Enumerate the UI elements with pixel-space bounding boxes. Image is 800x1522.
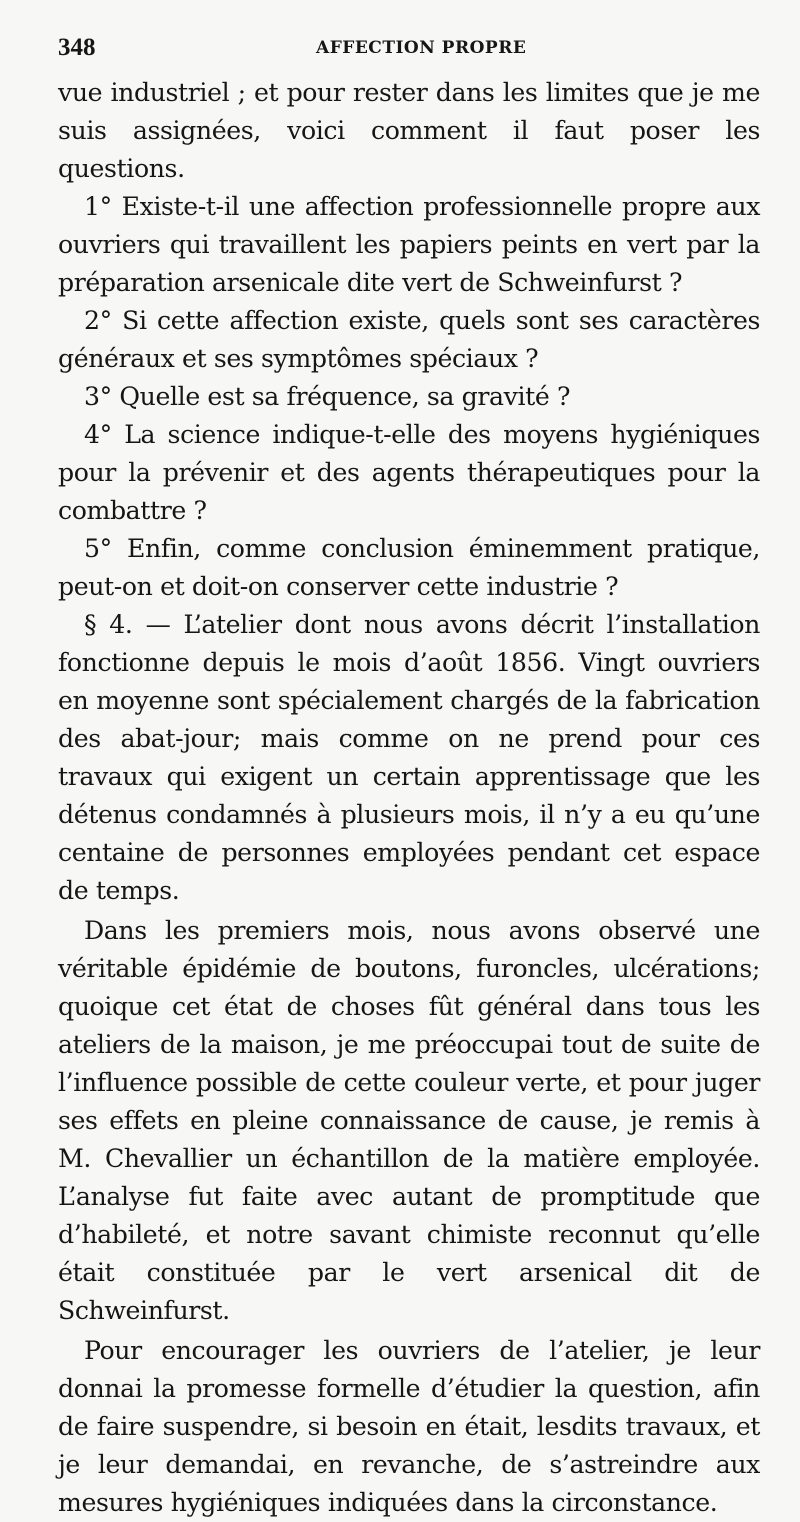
body-text (58, 74, 760, 1522)
question-5: 5° Enfin, comme conclusion éminemment pratique, peut-on et doit-on conserver cette industrie ? (58, 534, 760, 601)
paragraph-continuation: vue industriel ; et pour rester dans les limites que je me suis assignées, voici comment il faut poser les questions. (58, 78, 760, 183)
question-4: 4° La science indique-t-elle des moyens hygiéniques pour la prévenir et des agents thérapeutiques pour la combattre ? (58, 420, 760, 525)
page-header (58, 34, 760, 74)
running-head: AFFECTION PROPRE (316, 38, 527, 58)
question-1: 1° Existe-t-il une affection professionnelle propre aux ouvriers qui travaillent les papiers peints en vert par la préparation arsenicale dite vert de Schweinfurst ? (58, 192, 760, 297)
page-number: 348 (58, 34, 96, 61)
section-4-paragraph: § 4. — L’atelier dont nous avons décrit l’installation fonctionne depuis le mois d’août 1856. Vingt ouvriers en moyenne sont spécialement chargés de la fabrication des abat-jour; mais comme on ne prend pour ces travaux qui exigent un certain apprentissage que les détenus condamnés à plusieurs mois, il n’y a eu qu’une centaine de personnes employées pendant cet espace de temps. (58, 610, 760, 905)
epidemic-paragraph: Dans les premiers mois, nous avons observé une véritable épidémie de boutons, furoncles, ulcérations; quoique cet état de choses fût général dans tous les ateliers de la maison, je me préoccupai tout de suite de l’influence possible de cette couleur verte, et pour juger ses effets en pleine connaissance de cause, je remis à M. Chevallier un échantillon de la matière employée. L’analyse fut faite avec autant de promptitude que d’habileté, et notre savant chimiste reconnut qu’elle était constituée par le vert arsenical dit de Schweinfurst. (58, 916, 760, 1325)
question-3: 3° Quelle est sa fréquence, sa gravité ? (84, 382, 571, 411)
question-2: 2° Si cette affection existe, quels sont ses caractères généraux et ses symptômes spéciaux ? (58, 306, 760, 373)
encouragement-paragraph: Pour encourager les ouvriers de l’atelier, je leur donnai la promesse formelle d’étudier la question, afin de faire suspendre, si besoin en était, lesdits travaux, et je leur demandai, en revanche, de s’astreindre aux mesures hygiéniques indiquées dans la circonstance. (58, 1336, 760, 1517)
